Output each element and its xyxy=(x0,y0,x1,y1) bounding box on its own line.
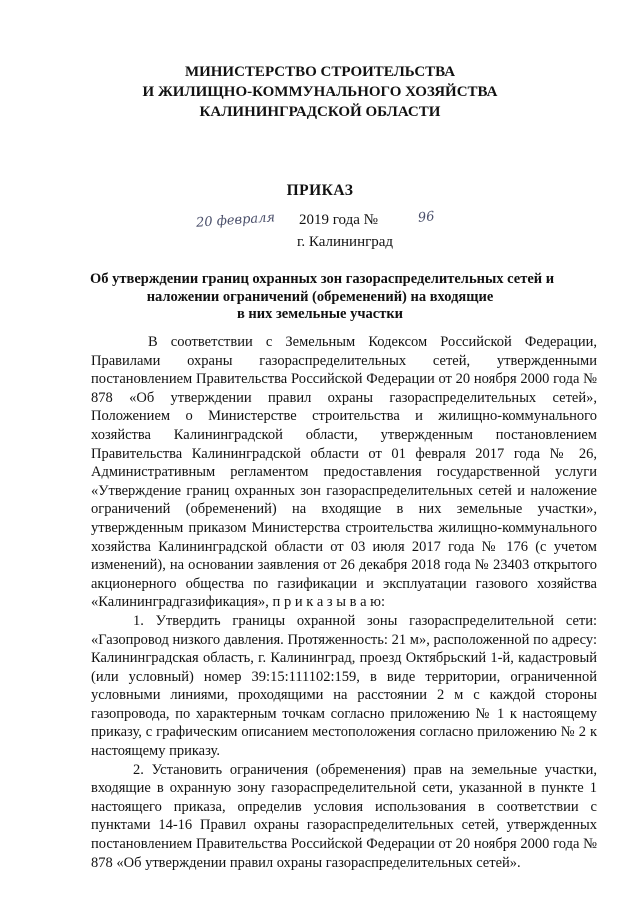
order-subject xyxy=(90,271,555,324)
ministry-name xyxy=(80,62,560,122)
handwritten-date: 20 февраля xyxy=(195,210,276,231)
preamble-paragraph: В соответствии с Земельным Кодексом Российской Федерации, Правилами охраны газораспределительных сетей, утвержденными постановлением Правительства Российской Федерации от 20 ноября 2000 года № 878 «Об утверждении правил охраны газораспределительных сетей», Положением о Министерстве строительства и жилищно-коммунального хозяйства Калининградской области, утвержденным постановлением Правительства Калининградской области от 01 февраля 2017 года № 26, Административным регламентом предоставления государственной услуги «Утверждение границ охранных зон газораспределительных сетей и наложение ограничений (обременений) на входящие в них земельные участки», утвержденным приказом Министерства строительства жилищно-коммунального хозяйства Калининградской области от 03 июля 2017 года № 176 (с учетом изменений), на основании заявления от 26 декабря 2018 года № 23403 открытого акционерного общества по газификации и эксплуатации газового хозяйства «Калининградгазификация», п р и к а з ы в а ю: xyxy=(91,334,597,611)
subject-line: наложении ограничений (обременений) на входящие xyxy=(146,288,494,305)
order-city: г. Калининград xyxy=(296,234,394,250)
order-date-line xyxy=(190,209,450,236)
ministry-line: И ЖИЛИЩНО-КОММУНАЛЬНОГО ХОЗЯЙСТВА xyxy=(142,84,498,100)
subject-line: Об утверждении границ охранных зон газораспределительных сетей и xyxy=(90,271,555,287)
ministry-line: МИНИСТЕРСТВО СТРОИТЕЛЬСТВА xyxy=(184,64,456,80)
order-body xyxy=(91,333,597,872)
clause-paragraph: 1. Утвердить границы охранной зоны газораспределительной сети: «Газопровод низкого давления. Протяженность: 21 м», расположенной по адресу: Калининградская область, г. Калининград, проезд Октябрьский 1-й, кадастровый (или условный) номер 39:15:111102:159, в виде территории, ограниченной условными линиями, проходящими на расстоянии 2 м с каждой стороны газопровода, по характерным точкам согласно приложению № 1 к настоящему приказу, с графическим описанием местоположения согласно приложению № 2 к настоящему приказу. xyxy=(91,612,597,760)
handwritten-order-number: 96 xyxy=(417,209,436,226)
clause-paragraph: 2. Установить ограничения (обременения) прав на земельные участки, входящие в охранную зону газораспределительной сети, указанной в пункте 1 настоящего приказа, определив условия использования в соответствии с пунктами 14-16 Правил охраны газораспределительных сетей, утвержденных постановлением Правительства Российской Федерации от 20 ноября 2000 года № 878 «Об утверждении правил охраны газораспределительных сетей». xyxy=(91,761,597,871)
order-title: ПРИКАЗ xyxy=(286,182,354,199)
subject-line: в них земельные участки xyxy=(236,306,404,322)
ministry-line: КАЛИНИНГРАДСКОЙ ОБЛАСТИ xyxy=(199,104,441,120)
order-year-number-label: 2019 года № xyxy=(299,212,378,228)
